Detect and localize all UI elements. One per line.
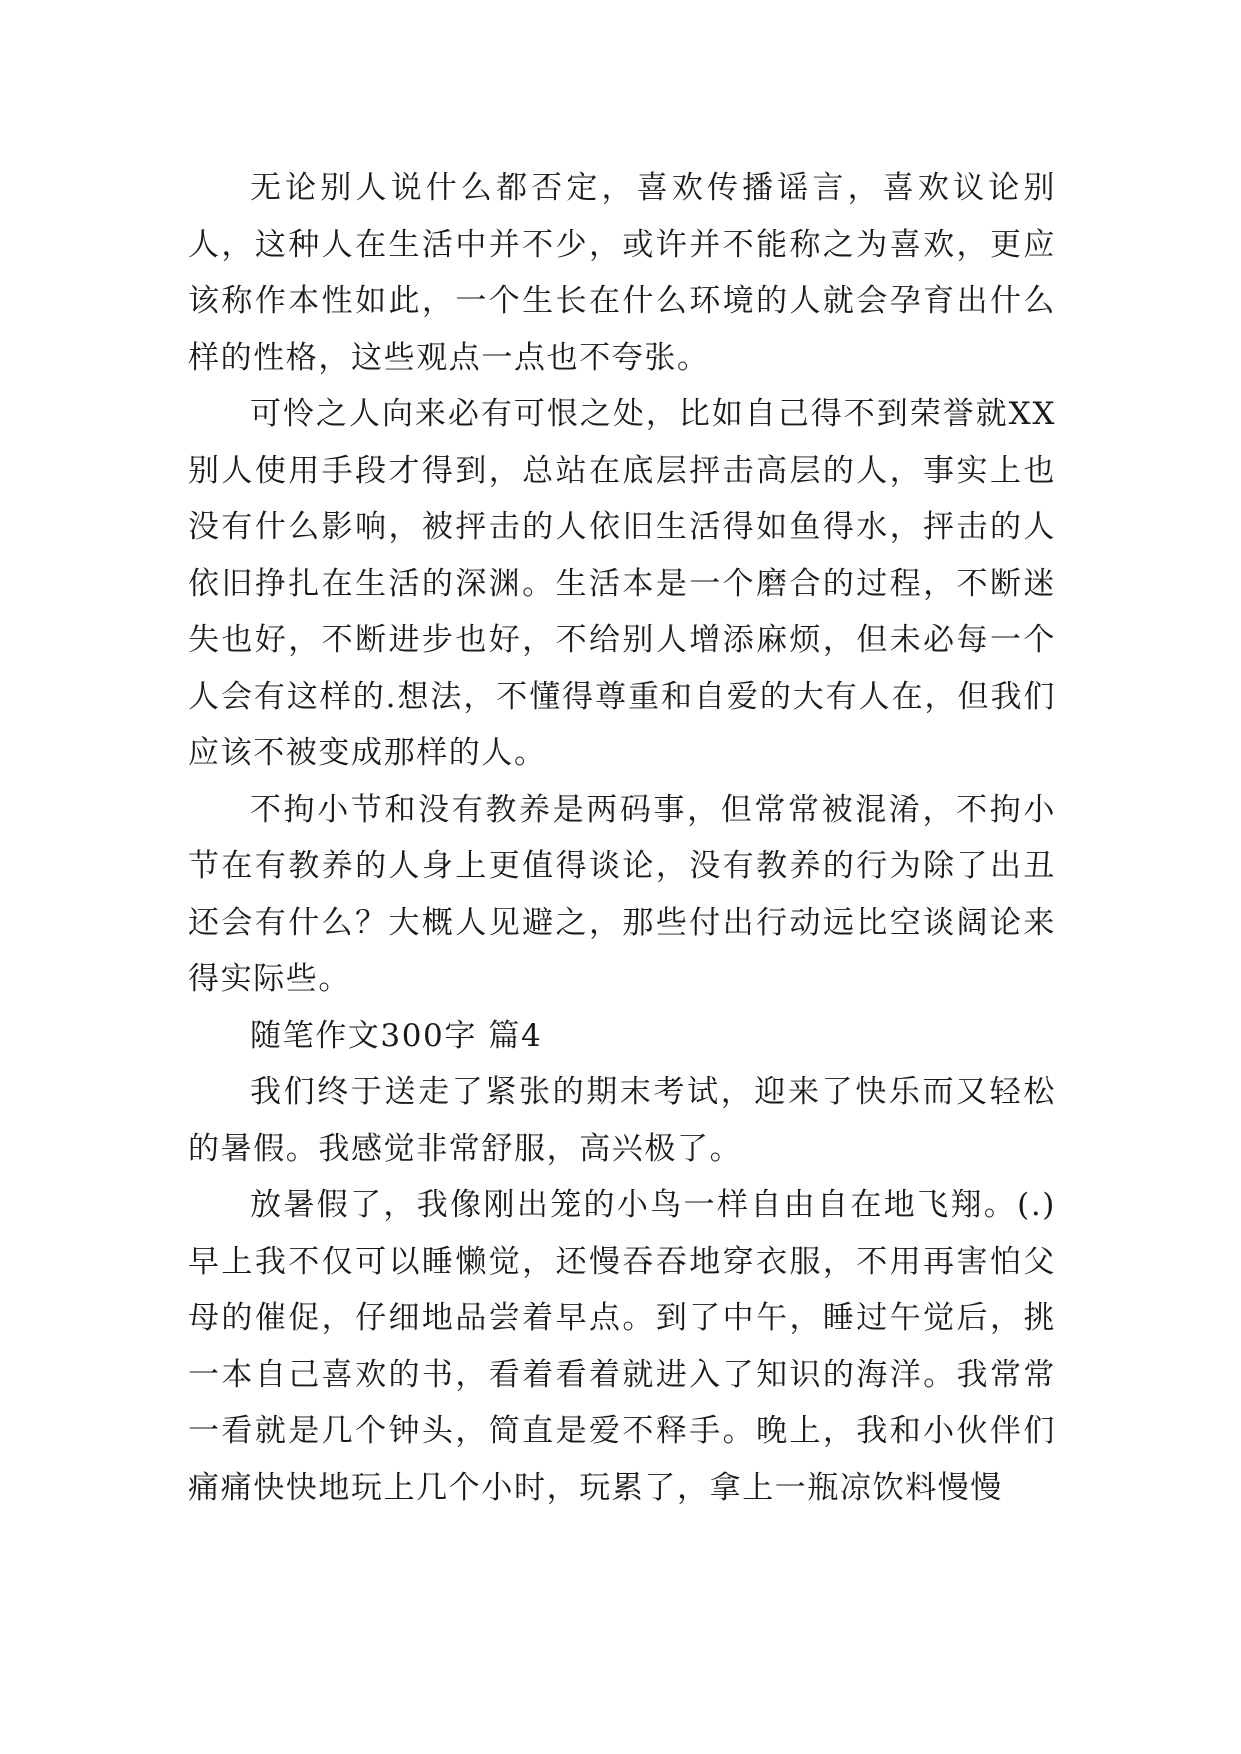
paragraph: 不拘小节和没有教养是两码事，但常常被混淆，不拘小节在有教养的人身上更值得谈论，没有教养的行为除了出丑还会有什么？大概人见避之，那些付出行动远比空谈阔论来得实际些。: [188, 791, 1056, 997]
section-heading: 随笔作文300字 篇4: [250, 1017, 543, 1054]
paragraph: 可怜之人向来必有可恨之处，比如自己得不到荣誉就XX别人使用手段才得到，总站在底层抨击高层的人，事实上也没有什么影响，被抨击的人依旧生活得如鱼得水，抨击的人依旧挣扎在生活的深渊。生活本是一个磨合的过程，不断迷失也好，不断进步也好，不给别人增添麻烦，但未必每一个人会有这样的.想法，不懂得尊重和自爱的大有人在，但我们应该不被变成那样的人。: [188, 396, 1056, 771]
paragraph: 无论别人说什么都否定，喜欢传播谣言，喜欢议论别人，这种人在生活中并不少，或许并不能称之为喜欢，更应该称作本性如此，一个生长在什么环境的人就会孕育出什么样的性格，这些观点一点也不夸张。: [188, 170, 1056, 376]
paragraph: 放暑假了，我像刚出笼的小鸟一样自由自在地飞翔。(.)早上我不仅可以睡懒觉，还慢吞吞地穿衣服，不用再害怕父母的催促，仔细地品尝着早点。到了中午，睡过午觉后，挑一本自己喜欢的书，看着看着就进入了知识的海洋。我常常一看就是几个钟头，简直是爱不释手。晚上，我和小伙伴们痛痛快快地玩上几个小时，玩累了，拿上一瓶凉饮料慢慢: [188, 1187, 1056, 1506]
document-body: [188, 160, 1056, 1516]
paragraph: 我们终于送走了紧张的期末考试，迎来了快乐而又轻松的暑假。我感觉非常舒服，高兴极了。: [188, 1074, 1056, 1167]
